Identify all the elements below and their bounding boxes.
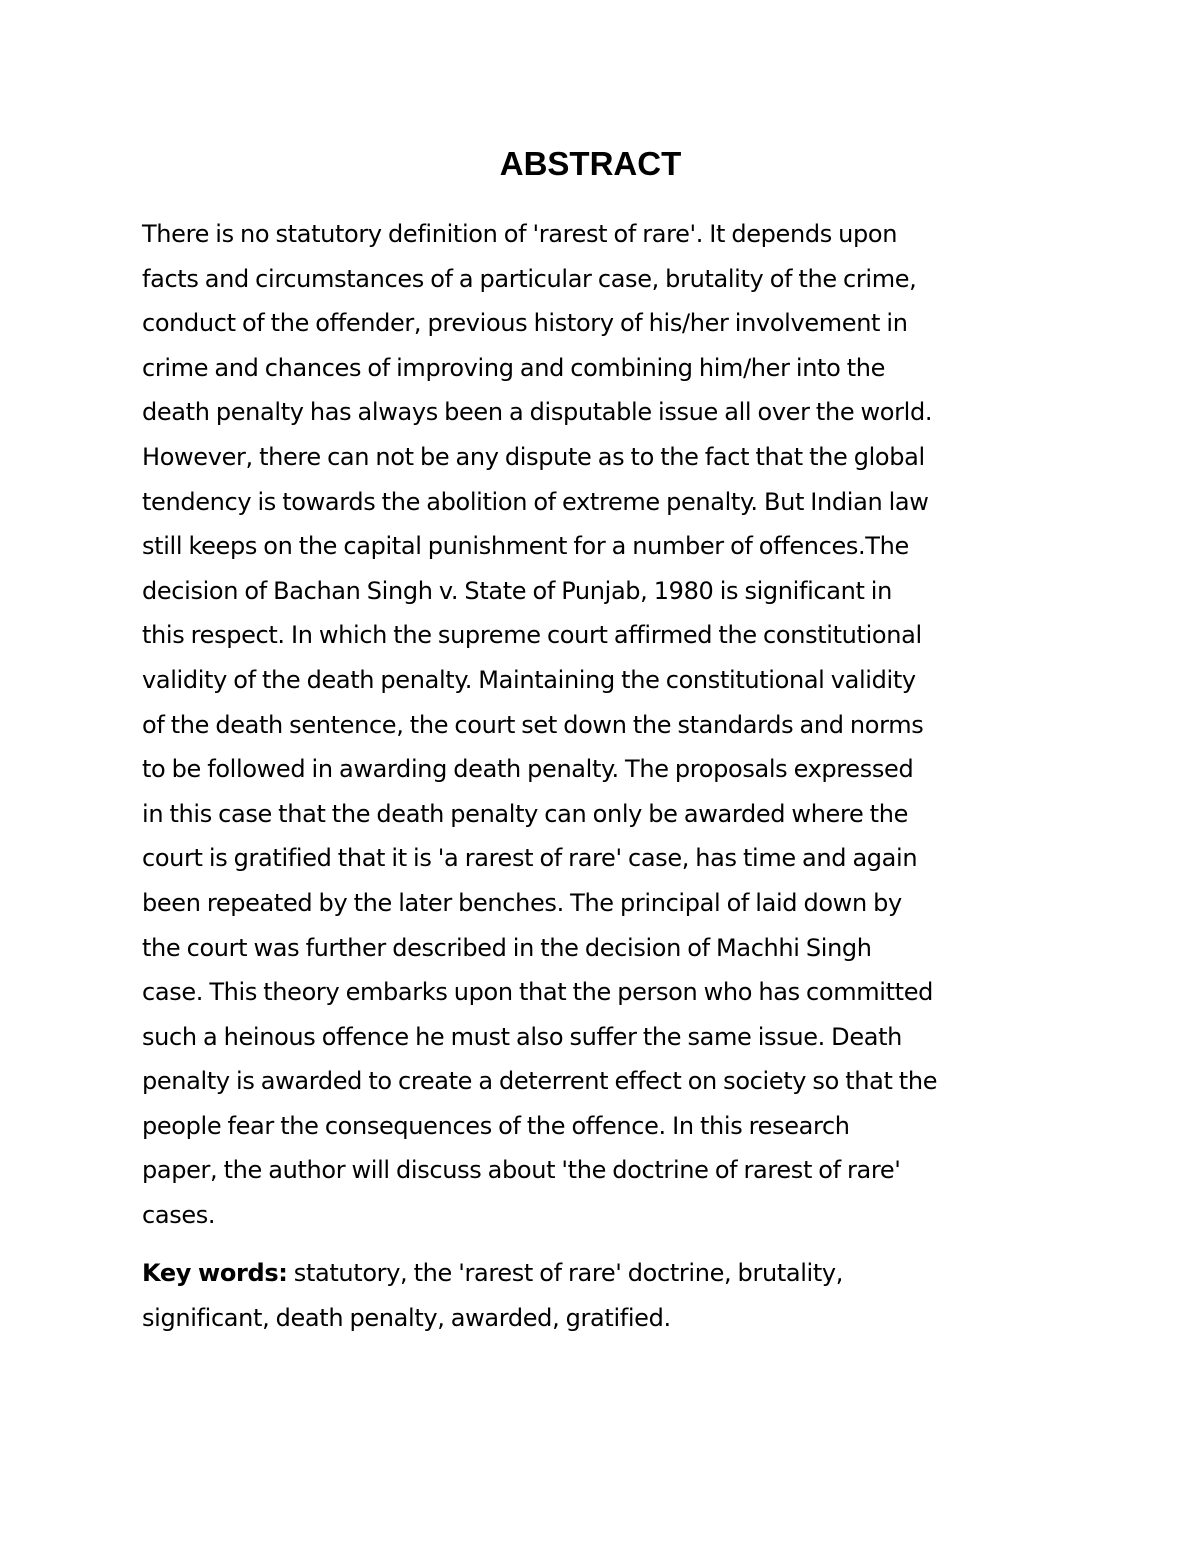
keywords-paragraph [142, 1251, 1072, 1340]
abstract-line: However, there can not be any dispute as to the fact that the global [142, 442, 925, 471]
abstract-line: facts and circumstances of a particular case, brutality of the crime, [142, 264, 917, 293]
abstract-line: still keeps on the capital punishment for a number of offences.The [142, 532, 909, 561]
abstract-line: conduct of the offender, previous history of his/her involvement in [142, 309, 908, 338]
abstract-line: court is gratified that it is 'a rarest of rare' case, has time and again [142, 844, 918, 873]
keywords-label: Key words: [142, 1259, 288, 1287]
abstract-line: cases. [142, 1201, 216, 1230]
abstract-line: validity of the death penalty. Maintaining the constitutional validity [142, 665, 916, 694]
abstract-line: crime and chances of improving and combining him/her into the [142, 353, 886, 382]
abstract-paragraph [142, 212, 1072, 1238]
abstract-line: this respect. In which the supreme court affirmed the constitutional [142, 621, 922, 650]
abstract-line: to be followed in awarding death penalty. The proposals expressed [142, 755, 914, 784]
keywords-line [142, 1251, 1072, 1296]
abstract-line: of the death sentence, the court set down the standards and norms [142, 710, 924, 739]
abstract-line: decision of Bachan Singh v. State of Punjab, 1980 is significant in [142, 576, 892, 605]
abstract-line: in this case that the death penalty can only be awarded where the [142, 799, 908, 828]
abstract-line: There is no statutory definition of 'rarest of rare'. It depends upon [142, 220, 898, 248]
abstract-line: the court was further described in the decision of Machhi Singh [142, 933, 872, 962]
abstract-line: death penalty has always been a disputable issue all over the world. [142, 398, 933, 427]
abstract-line: paper, the author will discuss about 'the doctrine of rarest of rare' [142, 1156, 901, 1185]
abstract-line: been repeated by the later benches. The principal of laid down by [142, 888, 902, 917]
abstract-heading: ABSTRACT [499, 145, 682, 182]
abstract-line: penalty is awarded to create a deterrent effect on society so that the [142, 1067, 938, 1096]
keywords-line: significant, death penalty, awarded, gratified. [142, 1303, 671, 1332]
abstract-line: case. This theory embarks upon that the person who has committed [142, 978, 934, 1007]
abstract-line: tendency is towards the abolition of extreme penalty. But Indian law [142, 487, 929, 516]
abstract-line: people fear the consequences of the offence. In this research [142, 1111, 850, 1140]
keywords-text: statutory, the 'rarest of rare' doctrine, brutality, [287, 1259, 844, 1287]
abstract-line: such a heinous offence he must also suffer the same issue. Death [142, 1022, 903, 1051]
